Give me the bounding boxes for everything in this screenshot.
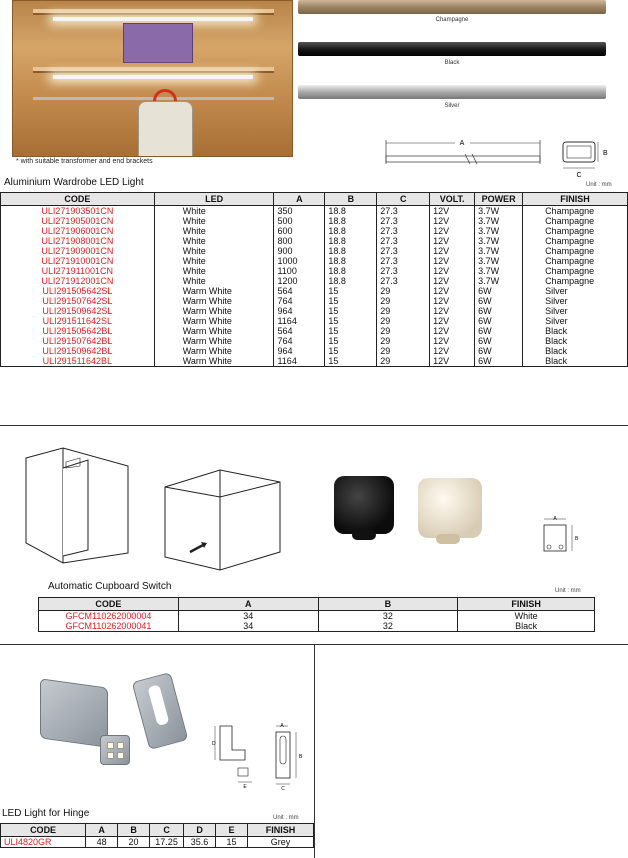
table-cell: 15 <box>325 316 377 326</box>
table-cell: 12V <box>430 206 475 217</box>
column-header: A <box>86 824 118 837</box>
table-row <box>39 621 595 632</box>
section-divider <box>314 644 315 858</box>
product-code: ULI271905001CN <box>1 216 155 226</box>
table-cell: 29 <box>377 346 430 356</box>
switch-black-image <box>334 476 394 534</box>
product-code: ULI291507642SL <box>1 296 155 306</box>
table-cell: 12V <box>430 256 475 266</box>
product-code: ULI4820GR <box>1 837 86 848</box>
table-cell: 3.7W <box>475 266 523 276</box>
cupboard-open-drawing <box>18 438 138 568</box>
product-code: ULI271911001CN <box>1 266 155 276</box>
product-code: ULI291505642SL <box>1 286 155 296</box>
table-row <box>39 611 595 622</box>
product-code: ULI271906001CN <box>1 226 155 236</box>
led-bar-black-image <box>298 42 606 56</box>
table-row <box>1 356 628 367</box>
table-cell: 12V <box>430 236 475 246</box>
hinge-dim-label-a: A <box>280 723 284 729</box>
table-cell: 48 <box>86 837 118 848</box>
table-cell: 12V <box>430 306 475 316</box>
product-code: ULI291511642SL <box>1 316 155 326</box>
table-cell: 15 <box>325 326 377 336</box>
table-row <box>1 246 628 256</box>
table-cell: White <box>154 276 274 286</box>
table-cell: 764 <box>274 296 325 306</box>
product-code: ULI271908001CN <box>1 236 155 246</box>
table-row <box>1 236 628 246</box>
table-cell: Warm White <box>154 286 274 296</box>
table-cell: White <box>154 256 274 266</box>
table-row <box>1 226 628 236</box>
table-cell: 34 <box>178 621 318 632</box>
table-cell: 12V <box>430 286 475 296</box>
table-cell: Champagne <box>523 256 628 266</box>
column-header: C <box>150 824 184 837</box>
product-code: ULI271909001CN <box>1 246 155 256</box>
table-cell: 18.8 <box>325 256 377 266</box>
table-cell: 15 <box>325 356 377 367</box>
column-header: B <box>325 193 377 206</box>
table-cell: 964 <box>274 346 325 356</box>
table-cell: 27.3 <box>377 206 430 217</box>
table-cell: 15 <box>216 837 248 848</box>
table-row <box>1 216 628 226</box>
table-cell: 27.3 <box>377 226 430 236</box>
table-cell: 764 <box>274 336 325 346</box>
table-cell: Warm White <box>154 306 274 316</box>
table-cell: Warm White <box>154 326 274 336</box>
column-header: LED <box>154 193 274 206</box>
product-code: ULI291509642BL <box>1 346 155 356</box>
column-header: CODE <box>1 193 155 206</box>
table-cell: 3.7W <box>475 246 523 256</box>
table-cell: White <box>154 266 274 276</box>
table-cell: Grey <box>247 837 313 848</box>
column-header: CODE <box>1 824 86 837</box>
section-title-hinge: LED Light for Hinge <box>2 808 90 819</box>
product-code: ULI291507642BL <box>1 336 155 346</box>
table-cell: White <box>154 206 274 217</box>
table-cell: 12V <box>430 316 475 326</box>
table-cell: White <box>458 611 595 622</box>
table-cell: 12V <box>430 216 475 226</box>
table-cell: 18.8 <box>325 216 377 226</box>
table-cell: 12V <box>430 276 475 286</box>
table-cell: 3.7W <box>475 206 523 217</box>
table-cell: 34 <box>178 611 318 622</box>
led-bar-champagne-image <box>298 0 606 14</box>
table-cell: 1164 <box>274 356 325 367</box>
photo-note: * with suitable transformer and end brackets <box>16 158 153 165</box>
column-header: FINISH <box>458 598 595 611</box>
hinge-clip-image <box>132 672 189 750</box>
wardrobe-led-table <box>0 192 628 367</box>
table-cell: 15 <box>325 346 377 356</box>
table-cell: 6W <box>475 346 523 356</box>
table-cell: 6W <box>475 356 523 367</box>
column-header: B <box>318 598 458 611</box>
table-cell: 3.7W <box>475 216 523 226</box>
table-cell: Champagne <box>523 246 628 256</box>
product-code: ULI271910001CN <box>1 256 155 266</box>
table-cell: Warm White <box>154 296 274 306</box>
product-code: GFCM110262000004 <box>39 611 179 622</box>
table-cell: White <box>154 236 274 246</box>
switch-dim-label-a: A <box>553 516 557 522</box>
table-cell: 15 <box>325 296 377 306</box>
wardrobe-photo <box>12 0 293 157</box>
table-cell: 6W <box>475 336 523 346</box>
hinge-dim-label-b: B <box>299 754 303 760</box>
table-row <box>1 256 628 266</box>
table-cell: Silver <box>523 316 628 326</box>
dim-label-b: B <box>603 150 608 157</box>
table-cell: 350 <box>274 206 325 217</box>
table-cell: Champagne <box>523 216 628 226</box>
table-row <box>1 336 628 346</box>
table-cell: 29 <box>377 316 430 326</box>
product-code: ULI291509642SL <box>1 306 155 316</box>
table-cell: 3.7W <box>475 236 523 246</box>
table-cell: 6W <box>475 326 523 336</box>
table-cell: 964 <box>274 306 325 316</box>
table-cell: Black <box>523 346 628 356</box>
table-cell: 1000 <box>274 256 325 266</box>
table-cell: 564 <box>274 286 325 296</box>
table-cell: 18.8 <box>325 266 377 276</box>
table-cell: Champagne <box>523 266 628 276</box>
table-cell: 27.3 <box>377 236 430 246</box>
column-header: VOLT. <box>430 193 475 206</box>
table-row <box>1 306 628 316</box>
hinge-front-dimension-drawing <box>268 722 308 792</box>
table-cell: 12V <box>430 226 475 236</box>
table-row <box>1 316 628 326</box>
table-cell: 6W <box>475 286 523 296</box>
cupboard-closed-drawing <box>160 462 285 577</box>
table-cell: Black <box>458 621 595 632</box>
table-cell: 12V <box>430 266 475 276</box>
column-header: FINISH <box>523 193 628 206</box>
table-cell: 27.3 <box>377 266 430 276</box>
table-cell: White <box>154 226 274 236</box>
table-cell: 3.7W <box>475 256 523 266</box>
led-bar-silver-image <box>298 85 606 99</box>
table-row <box>1 296 628 306</box>
table-cell: 27.3 <box>377 276 430 286</box>
table-cell: Champagne <box>523 276 628 286</box>
table-cell: 18.8 <box>325 236 377 246</box>
table-cell: 18.8 <box>325 226 377 236</box>
finish-label-black: Black <box>444 60 460 66</box>
table-row <box>1 276 628 286</box>
switch-dim-label-b: B <box>575 536 579 542</box>
table-cell: 29 <box>377 306 430 316</box>
column-header: A <box>178 598 318 611</box>
table-cell: 15 <box>325 286 377 296</box>
table-row <box>1 206 628 217</box>
finish-label-silver: Silver <box>444 103 460 109</box>
dim-label-c: C <box>576 172 582 179</box>
table-cell: 1200 <box>274 276 325 286</box>
column-header: POWER <box>475 193 523 206</box>
finish-label-champagne: Champagne <box>435 17 469 23</box>
product-code: ULI271912001CN <box>1 276 155 286</box>
column-header: B <box>118 824 150 837</box>
table-cell: 6W <box>475 316 523 326</box>
table-cell: Warm White <box>154 346 274 356</box>
led-bar-dimension-drawing <box>380 130 610 180</box>
table-cell: 800 <box>274 236 325 246</box>
table-row <box>1 326 628 336</box>
storage-box-image <box>123 23 193 63</box>
product-code: ULI291511642BL <box>1 356 155 367</box>
table-cell: 1164 <box>274 316 325 326</box>
table-cell: White <box>154 216 274 226</box>
hinge-light-table <box>0 823 314 848</box>
table-cell: 29 <box>377 326 430 336</box>
table-cell: Black <box>523 336 628 346</box>
table-cell: 12V <box>430 346 475 356</box>
table-cell: 500 <box>274 216 325 226</box>
section-title-wardrobe: Aluminium Wardrobe LED Light <box>4 177 144 188</box>
table-cell: 27.3 <box>377 216 430 226</box>
shirt-image <box>138 101 193 157</box>
hinge-light-image <box>40 678 108 748</box>
table-cell: 12V <box>430 296 475 306</box>
table-cell: Warm White <box>154 356 274 367</box>
table-cell: 1100 <box>274 266 325 276</box>
table-cell: 12V <box>430 246 475 256</box>
table-row <box>1 837 314 848</box>
table-cell: 6W <box>475 306 523 316</box>
table-cell: White <box>154 246 274 256</box>
hinge-side-dimension-drawing <box>210 720 265 790</box>
table-cell: 3.7W <box>475 226 523 236</box>
table-cell: Champagne <box>523 206 628 217</box>
table-cell: Warm White <box>154 336 274 346</box>
table-row <box>1 346 628 356</box>
product-code: ULI291505642BL <box>1 326 155 336</box>
table-cell: 27.3 <box>377 256 430 266</box>
table-cell: 20 <box>118 837 150 848</box>
table-cell: Silver <box>523 286 628 296</box>
hinge-dim-label-d: D <box>212 741 216 747</box>
table-cell: Champagne <box>523 226 628 236</box>
table-cell: Warm White <box>154 316 274 326</box>
table-cell: 32 <box>318 621 458 632</box>
switch-white-image <box>418 478 482 538</box>
table-cell: 12V <box>430 356 475 367</box>
table-row <box>1 266 628 276</box>
table-cell: 15 <box>325 306 377 316</box>
table-cell: 32 <box>318 611 458 622</box>
table-cell: 29 <box>377 336 430 346</box>
table-cell: 564 <box>274 326 325 336</box>
column-header: E <box>216 824 248 837</box>
table-row <box>1 286 628 296</box>
table-cell: Silver <box>523 296 628 306</box>
column-header: FINISH <box>247 824 313 837</box>
table-cell: 29 <box>377 286 430 296</box>
table-cell: 29 <box>377 356 430 367</box>
cupboard-switch-table <box>38 597 595 632</box>
table-cell: Silver <box>523 306 628 316</box>
table-cell: 900 <box>274 246 325 256</box>
switch-dimension-drawing <box>536 515 586 560</box>
table-cell: 27.3 <box>377 246 430 256</box>
hinge-light-module-image <box>100 735 130 765</box>
table-cell: 18.8 <box>325 246 377 256</box>
table-cell: 15 <box>325 336 377 346</box>
table-cell: 600 <box>274 226 325 236</box>
hinge-dim-label-e: E <box>243 784 247 790</box>
table-cell: Black <box>523 356 628 367</box>
column-header: D <box>184 824 216 837</box>
table-cell: 6W <box>475 296 523 306</box>
section-title-switch: Automatic Cupboard Switch <box>48 581 172 592</box>
column-header: A <box>274 193 325 206</box>
section-divider <box>0 425 628 426</box>
table-cell: Champagne <box>523 236 628 246</box>
product-code: ULI271903501CN <box>1 206 155 217</box>
product-code: GFCM110262000041 <box>39 621 179 632</box>
table-cell: Black <box>523 326 628 336</box>
unit-label-hinge: Unit : mm <box>273 815 299 821</box>
dim-label-a: A <box>459 140 465 147</box>
unit-label-switch: Unit : mm <box>555 588 581 594</box>
hinge-dim-label-c: C <box>281 786 285 792</box>
table-cell: 35.6 <box>184 837 216 848</box>
table-cell: 18.8 <box>325 276 377 286</box>
unit-label-wardrobe: Unit : mm <box>586 182 612 188</box>
table-cell: 12V <box>430 326 475 336</box>
column-header: CODE <box>39 598 179 611</box>
table-cell: 17.25 <box>150 837 184 848</box>
table-cell: 12V <box>430 336 475 346</box>
table-cell: 3.7W <box>475 276 523 286</box>
table-cell: 18.8 <box>325 206 377 217</box>
column-header: C <box>377 193 430 206</box>
table-cell: 29 <box>377 296 430 306</box>
